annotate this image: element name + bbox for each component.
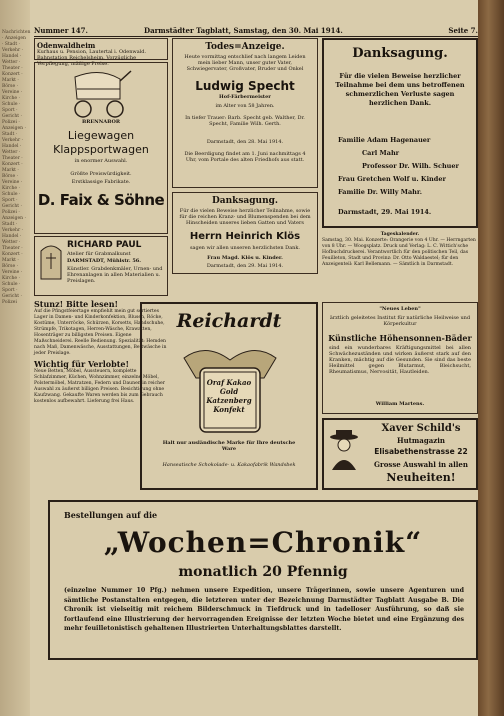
xaver-line: Grosse Auswahl in allen: [374, 460, 468, 469]
thanks1-name: Herrn Heinrich Klös: [189, 231, 301, 242]
leben-sign: William Martens.: [375, 401, 425, 407]
reichardt-tag: Halt nur ausländische Marke für Ihre deutsche Ware: [162, 440, 296, 452]
thanks1-sign: Frau Magd. Klös u. Kinder.: [207, 255, 283, 261]
left-heading-1: Stunz! Bitte lesen!: [34, 299, 119, 309]
pram-illustration: [65, 67, 135, 119]
faix-line4: Größte Preiswürdigkeit.: [70, 171, 132, 177]
reichardt-product: Oraf Kakao Gold Katzenberg Konfekt: [206, 378, 252, 414]
leben-title: Künstliche Höhensonnen-Bäder: [328, 333, 472, 343]
thanks2-title: Danksagung.: [352, 46, 448, 61]
richard-text: Künstler. Grabdenkmäler, Urnen- und Ehrenanlagen in allen Materialien u. Preislagen.: [67, 266, 163, 284]
man-with-hat-illustration: [328, 428, 360, 470]
richard-sub: Atelier für Grabmalkunst: [67, 251, 131, 257]
thanks2-date: Darmstadt, 29. Mai 1914.: [338, 208, 432, 216]
death-sub: Hof-Färbermeister: [219, 94, 271, 100]
page-number: Seite 7.: [448, 26, 478, 35]
odenwald-ad: [34, 38, 168, 67]
issue-number: Nummer 147.: [34, 26, 88, 35]
reichardt-brand: Reichardt: [176, 310, 282, 332]
death-title: Todes=Anzeige.: [205, 42, 285, 52]
chronik-pre: Bestellungen auf die: [64, 510, 158, 520]
xaver-sub: Hutmagazin: [396, 436, 446, 445]
thanks2-body: Für die vielen Beweise herzlicher Teilnahme bei dem uns betroffenen schmerzlichen Verluste sagen herzlichen Dank.: [335, 72, 465, 107]
death-notice: Todes=Anzeige. Heute vormittag entschlief nach langem Leiden mein lieber Mann, unser guter Vater, Schwiegervater, Großvater, Bruder und Onkel Ludwig Specht Hof-Färbermeister im Alter von 58 Jahren. In tiefer Trauer: Barb. Specht geb. Walther, Dr. Specht, Familie Wilh. Gerth. Darmstadt, den 28. Mai 1914. Die Beerdigung findet am 1. Juni nachmittags 4 Uhr, vom Portale des alten Friedhofs aus statt.: [172, 38, 318, 188]
death-place: Darmstadt, den 28. Mai 1914.: [206, 139, 284, 145]
xaver-street: Elisabethenstrasse 22: [374, 447, 468, 456]
xaver-ad: [322, 418, 478, 490]
neues-leben-ad: "Neues Leben" ärztlich geleitetes Institut für natürliche Heilweise und Körperkultur Künstliche Höhensonnen-Bäder sind ein wunderbares Kräftigungsmittel bei allen Schwächezuständen und wirken äußerst stark auf den Kranken, mächtig auf die Gesunden. Sie sind das beste Heilmittel gegen Blutarmut, Bleichsucht, Rheumatismus, Nervosität, Hautleiden. William Martens.: [322, 302, 478, 414]
richard-name: RICHARD PAUL: [67, 240, 142, 250]
faix-brand: BRENNABOR: [81, 119, 121, 125]
odenwald-text: Kurhaus u. Pension, Lautertal i. Odenwald. Bahnstation Reichelsheim. Vorzügliche Verpflegung, mäßige Preise.: [37, 49, 147, 67]
right-notices: Tageskalender. Samstag, 30. Mai. Konzerte: Orangerie von 4 Uhr. — Herrngarten von 8 Uhr. — Woogsplatz. Druck und Verlag: L. C. Wittich'sche Hofbuchdruckerei. Verantwortlich für den politischen Teil, das Feuilleton, Stadt und Provinz: Dr. Otto Waldaestel; für den Anzeigenteil: Karl Bellemann. — Sämtlich in Darmstadt.: [322, 232, 476, 267]
left-heading-2: Wichtig für Verlobte!: [34, 359, 129, 369]
book-spine: [478, 0, 504, 716]
faix-line3: in enormer Auswahl.: [74, 158, 128, 164]
xaver-new: Neuheiten!: [386, 471, 456, 484]
thanks2-family-2: Carl Mahr: [362, 149, 400, 157]
thanks-notice-1: Danksagung. Für die vielen Beweise herzlicher Teilnahme, sowie für die reichen Kranz- und Blumenspenden bei dem Hinscheiden unseres lieben Gatten und Vaters Herrn Heinrich Klös sagen wir allen unseren herzlichsten Dank. Frau Magd. Klös u. Kinder. Darmstadt, den 29. Mai 1914.: [172, 192, 318, 274]
thanks1-place: Darmstadt, den 29. Mai 1914.: [206, 263, 284, 269]
reichardt-firm: Hanseatische Schokolade- u. Kakaofabrik Wandsbek: [162, 462, 296, 468]
faix-line1: Liegewagen: [67, 129, 135, 142]
odenwald-title: Odenwaldheim: [37, 41, 96, 50]
chronik-title: „Wochen=Chronik“: [103, 526, 423, 559]
chronik-body: (einzelne Nummer 10 Pfg.) nehmen unsere Expedition, unsere Trägerinnen, sowie unsere Agenturen und sämtliche Postanstalten entgegen, die letzteren unter der Bezeichnung Darmstädter Tagblatt Ausgabe B. Die Chronik ist vielseitig mit reichem Bilderschmuck in Tiefdruck und in tadelloser Ausführung, so daß sie fortlaufend eine Illustrierung der hervorragenden Ereignisse der letzten Woche bietet und eine Ergänzung des mehr feuilletonistisch gehaltenen Illustrierten Unterhaltungsblattes darstellt.: [64, 587, 464, 632]
faix-ad: [34, 62, 168, 234]
faix-line2: Klappsportwagen: [53, 143, 149, 156]
reichardt-ad: [140, 302, 318, 490]
left-page-edge: [0, 0, 30, 716]
faix-line5: Erstklassige Fabrikate.: [71, 179, 131, 185]
chronik-price: monatlich 20 Pfennig: [178, 564, 348, 580]
leben-head: "Neues Leben": [379, 306, 421, 312]
page-header: [34, 24, 478, 37]
thanks1-title: Danksagung.: [211, 196, 279, 206]
left-column-ads: Stunz! Bitte lesen! Auf die Pfingstfeiertage empfiehlt mein gut sortiertes Lager in Damen- und Kinderkonfektion, Blusen, Röcke, Kostüme, Unterröcke, Schürzen, Korsetts, Handschuhe, Strümpfe, Trikotagen, Herren-Wäsche, Krawatten, Hosenträger zu billigsten Preisen. Eigene Maßschneiderei. Reelle Bedienung. Spezialität: Hemden nach Maß, Damenwäsche, Ausstattungen, Bettwäsche in jeder Preislage. Wichtig für Verlobte! Neue Betten, Möbel, Aussteuern, komplette Schlafzimmer, Küchen, Wohnzimmer, einzelne Möbel, Polstermöbel, Matratzen, Federn und Daunen in reicher Auswahl zu äußerst billigen Preisen. Besichtigung ohne Kaufzwang. Gekaufte Waren werden bis zum Gebrauch kostenlos aufbewahrt. Lieferung frei Haus.: [34, 299, 167, 404]
wochen-chronik-ad: [48, 500, 478, 660]
death-name: Ludwig Specht: [195, 79, 295, 93]
thanks2-family-4: Frau Gretchen Wolf u. Kinder: [338, 175, 446, 183]
faix-name: D. Faix & Söhne: [37, 191, 165, 209]
richard-city: DARMSTADT, Mühlstr. 56.: [67, 258, 142, 264]
gravestone-illustration: [38, 241, 64, 281]
thanks2-family-5: Familie Dr. Willy Mahr.: [338, 188, 423, 196]
left-edge-text: Nachrichten · Anzeigen · Stadt · Verkehr · Handel · Wetter · Theater · Konzert · Markt · Börse · Vereine · Kirche · Schule · Sport · Gericht · Polizei · Anzeigen · Stadt · Verkehr · Handel · Wetter · Theater · Konzert · Markt · Börse · Vereine · Kirche · Schule · Sport · Gericht · Polizei · Anzeigen · Stadt · Verkehr · Handel · Wetter · Theater · Konzert · Markt · Börse · Vereine · Kirche · Schule · Sport · Gericht · Polizei: [2, 30, 31, 305]
paper-title: Darmstädter Tagblatt, Samstag, den 30. Mai 1914.: [144, 26, 343, 35]
thanks2-family-3: Professor Dr. Wilh. Schuer: [362, 162, 459, 170]
thanks2-family-1: Familie Adam Hagenauer: [338, 136, 431, 144]
xaver-title: Xaver Schild's: [381, 423, 461, 434]
richard-paul-ad: [34, 236, 168, 296]
thanks-notice-2: [322, 38, 478, 228]
